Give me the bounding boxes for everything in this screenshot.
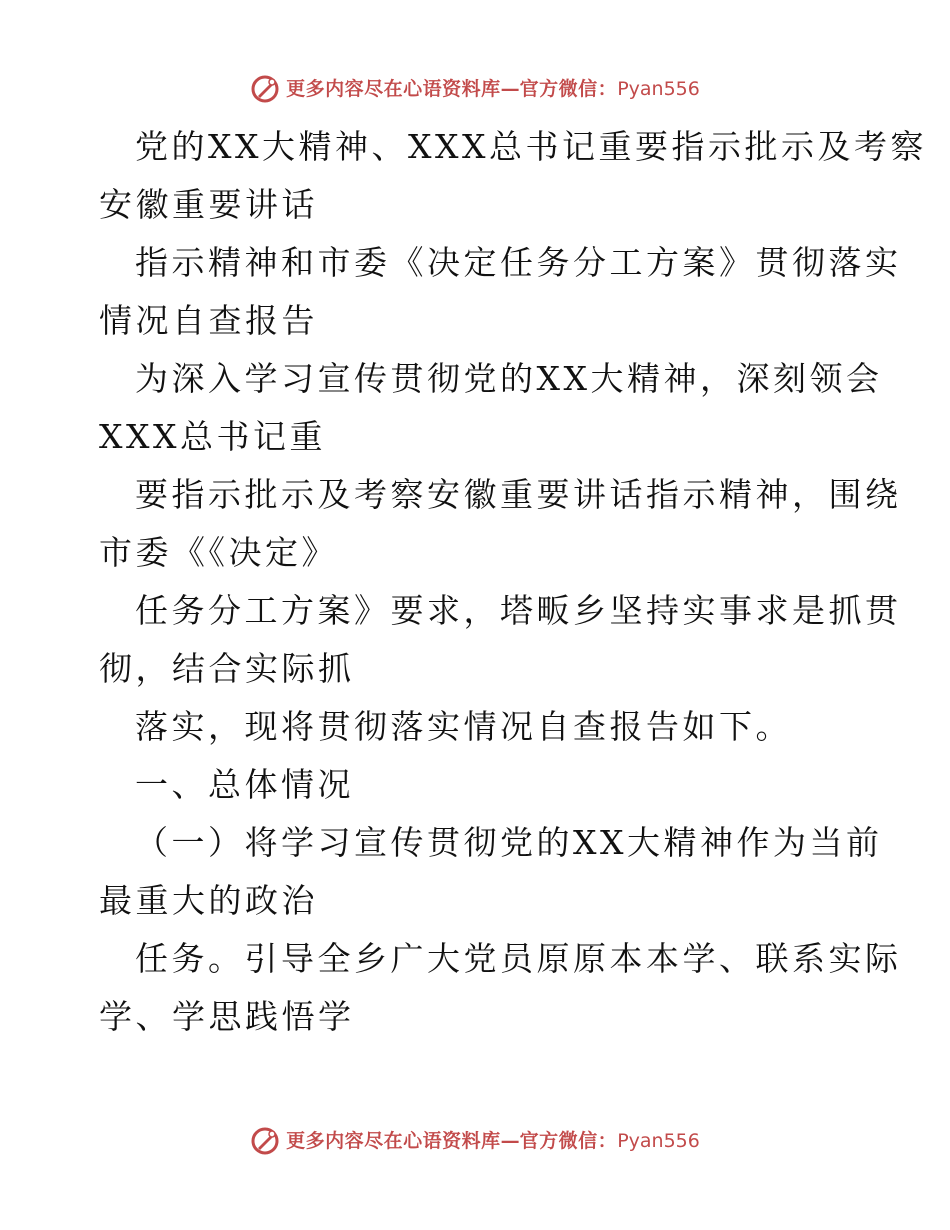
banner-account-prefix: 官方微信： — [519, 78, 618, 100]
paragraph-line — [99, 814, 883, 930]
paragraph-line-1: 落实，现将贯彻落实情况自查报告如下。 — [135, 707, 792, 746]
banner-account-id: Pyan556 — [617, 1130, 700, 1152]
paragraph-line-1: 党的XX大精神、XXX总书记重要指示批示及考察 — [135, 127, 927, 166]
paragraph-line-1: 要指示批示及考察安徽重要讲话指示精神，围绕 — [135, 475, 902, 514]
quill-logo-icon — [250, 74, 280, 104]
paragraph-line-1: 任务。引导全乡广大党员原原本本学、联系实际 — [135, 939, 902, 978]
paragraph-line — [99, 698, 859, 756]
paragraph-line-1: 为深入学习宣传贯彻党的XX大精神，深刻领会 — [135, 359, 883, 398]
paragraph-line — [99, 234, 902, 350]
paragraph-line — [99, 930, 902, 1046]
paragraph-line-2: 情况自查报告 — [99, 301, 318, 340]
banner-library-text: 更多内容尽在心语资料库 — [286, 78, 501, 100]
banner-account-prefix: 官方微信： — [519, 1130, 618, 1152]
paragraph-line-2: 安徽重要讲话 — [99, 185, 318, 224]
banner-library-text: 更多内容尽在心语资料库 — [286, 1130, 501, 1152]
banner-separator: — — [500, 1130, 520, 1152]
paragraph-line-1: （一）将学习宣传贯彻党的XX大精神作为当前 — [135, 823, 883, 862]
quill-logo-icon — [250, 1126, 280, 1156]
banner-separator: — — [500, 78, 520, 100]
paragraph-line-2: 市委《《决定》 — [99, 533, 338, 572]
paragraph-line-1: 任务分工方案》要求，塔畈乡坚持实事求是抓贯 — [135, 591, 902, 630]
paragraph-line — [99, 466, 902, 582]
footer-watermark-banner — [0, 1126, 950, 1156]
paragraph-line-1: 指示精神和市委《决定任务分工方案》贯彻落实 — [135, 243, 902, 282]
banner-account-id: Pyan556 — [617, 78, 700, 100]
paragraph-line — [99, 118, 927, 234]
paragraph-line-2: XXX总书记重 — [99, 417, 326, 456]
header-watermark-banner — [0, 74, 950, 104]
section-heading — [99, 756, 859, 814]
paragraph-line — [99, 582, 902, 698]
document-body — [99, 118, 927, 1046]
paragraph-line — [99, 350, 883, 466]
paragraph-line-2: 最重大的政治 — [99, 881, 318, 920]
paragraph-line-2: 学、学思践悟学 — [99, 997, 355, 1036]
paragraph-line-2: 彻，结合实际抓 — [99, 649, 355, 688]
section-heading-text: 一、总体情况 — [135, 765, 354, 804]
